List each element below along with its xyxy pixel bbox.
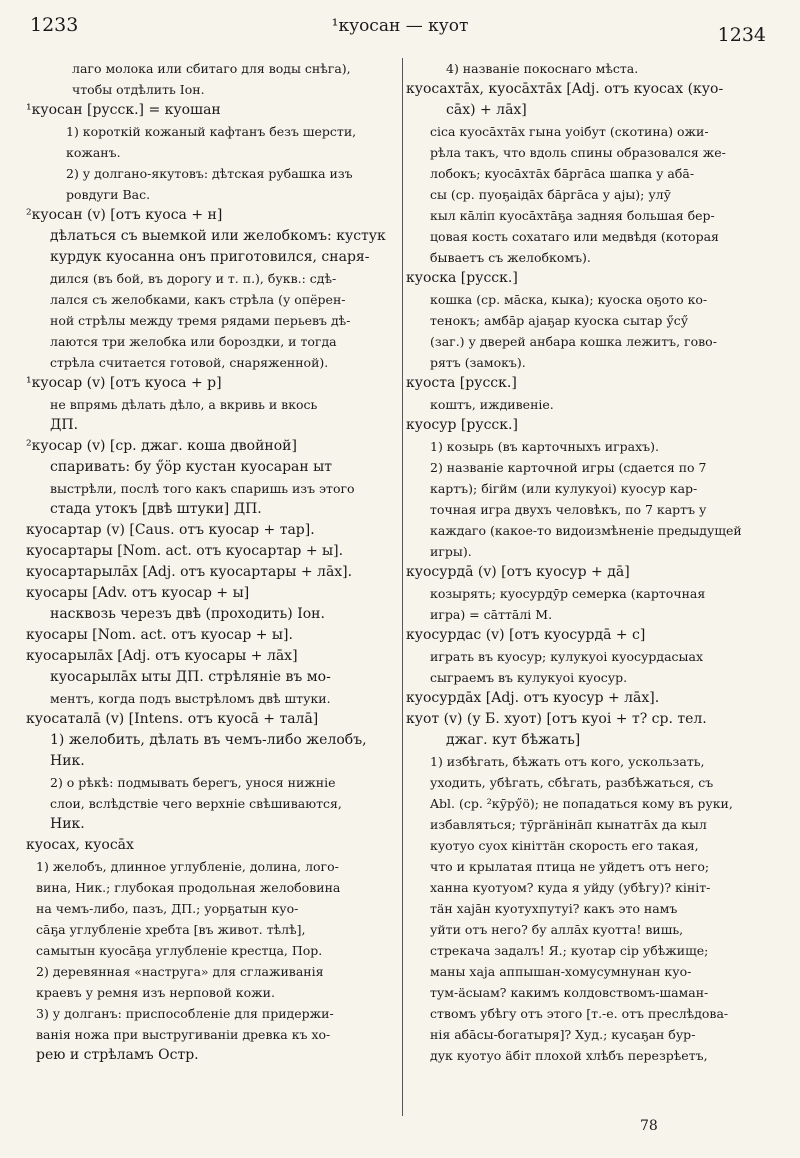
text-line: каждаго (какое-то видоизмѣненіе предыдущей	[430, 523, 742, 538]
text-line: ¹куосан [русск.] = куошан	[26, 102, 221, 118]
text-line: избавляться; тӯргäнінāп кынатгāх да кыл	[430, 817, 707, 832]
text-line: лобокъ; куосāхтāх бāргāса шапка у абā-	[430, 166, 695, 181]
text-line: кыл кāліп куосāхтāҕа задняя большая бер-	[430, 208, 715, 223]
text-line: 2) у долгано-якутовъ: дѣтская рубашка изъ	[66, 166, 353, 181]
text-line: нія абāсы-богатыря]? Худ.; кусаҕан бур-	[430, 1027, 696, 1042]
text-line: куосаталā (v) [Intens. отъ куосā + талā]	[26, 711, 319, 727]
text-line: вина, Ник.; глубокая продольная желобовина	[36, 880, 341, 895]
text-line: куосарылāх ыты ДП. стрѣляніе въ мо-	[50, 669, 331, 685]
text-line: ствомъ убѣгу отъ этого [т.-е. отъ преслѣдова-	[430, 1006, 729, 1021]
text-line: сāх) + лāх]	[446, 102, 527, 118]
text-line: насквозь черезъ двѣ (проходить) Іон.	[50, 606, 325, 622]
text-line: стрѣла считается готовой, снаряженной).	[50, 355, 329, 370]
text-line: игра) = сāттāлі М.	[430, 607, 553, 622]
text-line: куосарылāх [Adj. отъ куосары + лāх]	[26, 648, 298, 664]
text-line: 4) названіе покоснаго мѣста.	[446, 61, 639, 76]
page-number-left: 1233	[30, 14, 79, 36]
text-line: что и крылатая птица не уйдетъ отъ него;	[430, 859, 710, 874]
text-line: куосары [Nom. act. отъ куосар + ы].	[26, 627, 293, 643]
text-line: краевъ у ремня изъ нерповой кожи.	[36, 985, 275, 1000]
text-line: ¹куосар (v) [отъ куоса + р]	[26, 375, 222, 391]
text-line: куосартар (v) [Caus. отъ куосар + тар].	[26, 522, 315, 538]
text-line: маны хаjа аппышан-хомусумнунан куо-	[430, 964, 692, 979]
text-line: куосартарылāх [Adj. отъ куосартары + лāх].	[26, 564, 353, 580]
text-line: 2) о рѣкѣ: подмывать берегъ, унося нижніе	[50, 775, 336, 790]
text-line: тенокъ; амбāр аjаҕар куоска сытар ӳсӳ	[430, 313, 689, 328]
text-line: ровдуги Вас.	[66, 187, 151, 202]
text-line: чтобы отдѣлить Іон.	[72, 82, 205, 97]
text-line: дился (въ бой, въ дорогу и т. п.), букв.: сдѣ-	[50, 271, 337, 286]
text-line: 1) желобить, дѣлать въ чемъ-либо желобъ,	[50, 732, 367, 748]
page-header	[0, 14, 800, 48]
text-line: 1) короткій кожаный кафтанъ безъ шерсти,	[66, 124, 357, 139]
text-line: (заг.) у дверей анбара кошка лежитъ, гово-	[430, 334, 717, 349]
text-line: рею и стрѣламъ Остр.	[36, 1047, 199, 1063]
text-line: уйти отъ него? бу аллāх куотта! вишь,	[430, 922, 684, 937]
text-line: лаго молока или сбитаго для воды снѣга),	[72, 61, 351, 76]
text-line: стрекача задалъ! Я.; куотар сір убѣжище;	[430, 943, 709, 958]
text-line: 1) козырь (въ карточныхъ играхъ).	[430, 439, 659, 454]
text-line: ДП.	[50, 417, 79, 433]
page-number-right: 1234	[717, 24, 766, 46]
text-line: дук куотуо äбіт плохой хлѣбъ перезрѣетъ,	[430, 1048, 708, 1063]
text-line: куосурдāх [Adj. отъ куосур + лāх].	[406, 690, 660, 706]
text-line: куоска [русск.]	[406, 270, 518, 286]
text-line: выстрѣли, послѣ того какъ спаришь изъ этого	[50, 481, 355, 496]
text-line: сіса куосāхтāх гына уоібут (скотина) ожи-	[430, 124, 709, 139]
text-line: картъ); бігйм (или кулукуоі) куосур кар-	[430, 481, 698, 496]
text-line: куосахтāх, куосāхтāх [Adj. отъ куосах (куо-	[406, 81, 724, 97]
text-line: игры).	[430, 544, 472, 559]
running-title: ¹куосан — куот	[331, 16, 469, 36]
text-line: куосары [Adv. отъ куосар + ы]	[26, 585, 250, 601]
text-line: самытын куосāҕа углубленіе крестца, Пор.	[36, 943, 323, 958]
text-line: 1) желобъ, длинное углубленіе, долина, лого-	[36, 859, 339, 874]
text-line: куосах, куосāх	[26, 837, 134, 853]
right-column	[406, 58, 781, 1066]
text-line: сы (ср. пуоҕаідāх бāргāса у аjы); улӯ	[430, 187, 671, 202]
text-line: сāҕа углубленіе хребта [въ живот. тѣлѣ],	[36, 922, 306, 937]
text-line: куосартары [Nom. act. отъ куосартар + ы].	[26, 543, 344, 559]
text-line: 2) деревянная «наструга» для сглаживанія	[36, 964, 324, 979]
text-line: точная игра двухъ человѣкъ, по 7 картъ у	[430, 502, 707, 517]
text-line: цовая кость сохатаго или медвѣдя (которая	[430, 229, 719, 244]
text-line: Abl. (ср. ²кӯрӳö); не попадаться кому въ руки,	[430, 796, 733, 811]
text-line: слои, вслѣдствіе чего верхніе свѣшиваются,	[50, 796, 342, 811]
text-line: ханна куотуом? куда я уйду (убѣгу)? кініт-	[430, 880, 711, 895]
text-line: лаются три желобка или бороздки, и тогда	[50, 334, 337, 349]
text-line: куот (v) (у Б. хуот) [отъ куоі + т? ср. тел.	[406, 711, 707, 727]
text-line: лался съ желобками, какъ стрѣла (у опёрен-	[50, 292, 346, 307]
text-line: ментъ, когда подъ выстрѣломъ двѣ штуки.	[50, 691, 331, 706]
text-line: 3) у долганъ: приспособленіе для придержи-	[36, 1006, 334, 1021]
text-line: куотуо суох кініттäн скорость его такая,	[430, 838, 699, 853]
text-line: ванія ножа при выстругиваніи древка къ хо-	[36, 1027, 331, 1042]
text-line: играть въ куосур; кулукуоі куосурдасыах	[430, 649, 704, 664]
text-line: козырять; куосурдӯр семерка (карточная	[430, 586, 706, 601]
text-line: дѣлаться съ выемкой или желобкомъ: кустук	[50, 228, 386, 244]
text-line: не впрямь дѣлать дѣло, а вкривь и вкось	[50, 397, 318, 412]
text-line: коштъ, иждивеніе.	[430, 397, 554, 412]
text-line: сыграемъ въ кулукуоі куосур.	[430, 670, 628, 685]
text-line: ной стрѣлы между тремя рядами перьевъ дѣ-	[50, 313, 351, 328]
text-line: Ник.	[50, 816, 85, 832]
left-column	[26, 58, 401, 1066]
column-divider	[402, 58, 403, 1116]
text-line: стада утокъ [двѣ штуки] ДП.	[50, 501, 262, 517]
text-line: на чемъ-либо, пазъ, ДП.; уорҕатын куо-	[36, 901, 299, 916]
text-line: кошка (ср. мāска, кыка); куоска оҕото ко-	[430, 292, 708, 307]
text-line: курдук куосанна онъ приготовился, снаря-	[50, 249, 370, 265]
text-line: 2) названіе карточной игры (сдается по 7	[430, 460, 707, 475]
text-line: рѣла такъ, что вдоль спины образовался же-	[430, 145, 726, 160]
text-line: куоста [русск.]	[406, 375, 517, 391]
text-line: ²куосан (v) [отъ куоса + н]	[26, 207, 223, 223]
text-line: бываетъ съ желобкомъ).	[430, 250, 591, 265]
text-line: куосурдас (v) [отъ куосурдā + с]	[406, 627, 646, 643]
text-line: 1) избѣгать, бѣжать отъ кого, ускользать,	[430, 754, 705, 769]
text-line: спаривать: бу ӳöр кустан куосаран ыт	[50, 459, 333, 475]
text-line: джаг. кут бѣжать]	[446, 732, 581, 748]
text-line: ²куосар (v) [ср. джаг. коша двойной]	[26, 438, 297, 454]
text-line: Ник.	[50, 753, 85, 769]
text-line: тäн хаjāн куотухпутуі? какъ это намъ	[430, 901, 678, 916]
text-line: уходить, убѣгать, сбѣгать, разбѣжаться, съ	[430, 775, 714, 790]
text-line: рятъ (замокъ).	[430, 355, 526, 370]
signature-mark: 78	[640, 1118, 658, 1134]
text-line: куосур [русск.]	[406, 417, 518, 433]
text-line: кожанъ.	[66, 145, 121, 160]
text-line: тум-äсыам? какимъ колдовствомъ-шаман-	[430, 985, 709, 1000]
text-line: куосурдā (v) [отъ куосур + дā]	[406, 564, 630, 580]
